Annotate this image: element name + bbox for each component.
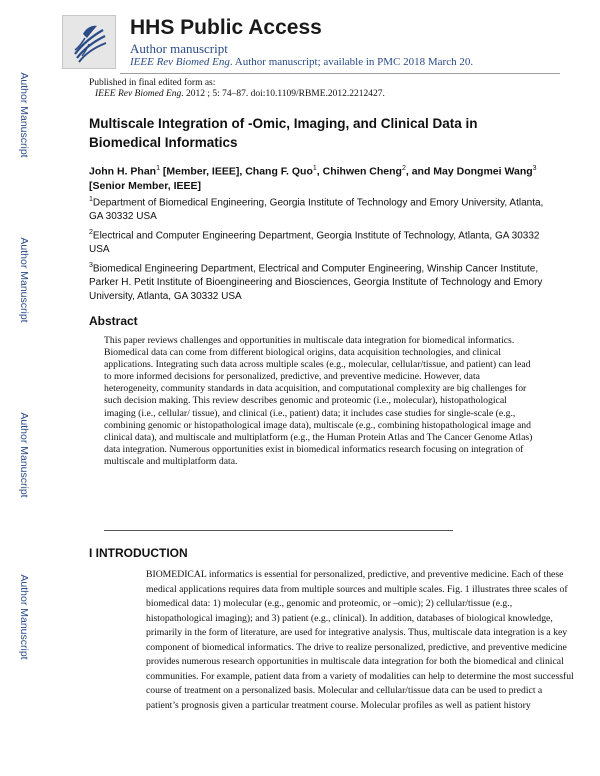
affiliation: [89, 193, 559, 224]
affiliation-mark: 2: [89, 229, 93, 236]
side-label-author-manuscript: Author Manuscript: [18, 412, 30, 498]
author-name: May Dongmei Wang: [433, 165, 533, 178]
header-journal-line: [130, 56, 473, 68]
abstract-heading: Abstract: [89, 314, 138, 328]
author-affil-mark: 1: [156, 165, 160, 172]
abstract-text: This paper reviews challenges and opportunities in multiscale data integration for biomedical informatics. Biomedical data can come from different biological origins, data acquisition technologies, and clinical applications. Integrating such data across multiple scales (e.g., molecular, cellular/tissue, and patient) can lead to more informed decisions for personalized, predictive, and preventive medicine. However, data heterogeneity, community standards in data acquisition, and computational complexity are big challenges for such decision making. This review describes genomic and proteomic (i.e., molecular), histopathological imaging (i.e., cellular/ tissue), and clinical (i.e., patient) data; it includes case studies for single-scale (e.g., combining genomic or histopathological image data), multiscale (e.g., combining histopathological image and clinical data), and multiscale and multiplatform (e.g., the Human Protein Atlas and The Cancer Genome Atlas) data integration. Numerous opportunities exist in biomedical informatics research focusing on integration of multiscale and multiplatform data.: [104, 335, 533, 467]
citation-details: . 2012 ; 5: 74–87. doi:10.1109/RBME.2012.2212427.: [181, 89, 385, 99]
author-name: Chang F. Quo: [245, 165, 313, 178]
affiliation-text: Electrical and Computer Engineering Department, Georgia Institute of Technology, Atlanta, GA 30332 USA: [89, 230, 540, 256]
author-name: John H. Phan: [89, 165, 157, 178]
author-name: Chihwen Cheng: [322, 165, 402, 178]
availability-text: . Author manuscript; available in PMC 2018 March 20.: [229, 56, 474, 68]
author-separator: ,: [316, 165, 323, 178]
affiliation: [89, 259, 559, 304]
affiliation-text: Department of Biomedical Engineering, Georgia Institute of Technology and Emory University, Atlanta, GA 30332 USA: [89, 197, 544, 223]
author-separator: , and: [405, 165, 434, 178]
affiliation-text: Biomedical Engineering Department, Electrical and Computer Engineering, Winship Cancer Institute, Parker H. Petit Institute of Bioengineering and Biosciences, Georgia Institute of Technology and Emory University, Atlanta, GA 30332 USA: [89, 263, 543, 303]
hhs-logo: [62, 15, 116, 69]
author-affil-mark: 2: [401, 165, 406, 172]
author-list: [89, 162, 559, 193]
citation-journal: IEEE Rev Biomed Eng: [95, 89, 182, 99]
hhs-eagle-icon: [63, 16, 115, 68]
header-title: HHS Public Access: [130, 16, 322, 39]
abstract-divider: [104, 530, 453, 531]
author-role: [Senior Member, IEEE]: [89, 179, 202, 192]
header-divider: [120, 73, 560, 74]
author-affil-mark: 3: [532, 165, 537, 172]
side-label-author-manuscript: Author Manuscript: [18, 574, 30, 660]
affiliation: [89, 226, 559, 257]
affiliation-mark: 1: [89, 196, 93, 203]
paper-title: Multiscale Integration of -Omic, Imaging, and Clinical Data in Biomedical Informatics: [89, 116, 478, 150]
side-label-author-manuscript: Author Manuscript: [18, 72, 30, 158]
author-role: [Member, IEEE],: [160, 165, 246, 178]
introduction-heading: I INTRODUCTION: [89, 546, 188, 560]
citation: [95, 89, 385, 99]
published-in-label: Published in final edited form as:: [89, 78, 216, 88]
header-subtitle: Author manuscript: [130, 41, 228, 56]
side-label-author-manuscript: Author Manuscript: [18, 237, 30, 323]
journal-name: IEEE Rev Biomed Eng: [130, 56, 230, 68]
introduction-text: BIOMEDICAL informatics is essential for personalized, predictive, and preventive medicine. Each of these medical applications requires data from multiple sources and multiple scales. Fig. 1 illustrates three scales of biomedical data: 1) molecular (e.g., genomic and proteomic, or –omic); 2) cellular/tissue (e.g., histopathological imaging); and 3) patient (e.g., clinical). In addition, databases of biological knowledge, primarily in the form of literature, are used for integrative analysis. Thus, multiscale data integration is a key component of biomedical informatics. The drive to realize personalized, predictive, and preventive medicine provides numerous research opportunities in multiscale data integration for both the biomedical and clinical communities. For example, patient data from a variety of modalities can help to determine the most successful course of treatment on a personalized basis. Molecular and cellular/tissue data can be used to predict a patient’s prognosis given a particular treatment course. Molecular profiles as well as patient history: [146, 569, 574, 711]
author-affil-mark: 1: [312, 165, 317, 172]
affiliation-mark: 3: [89, 262, 93, 269]
